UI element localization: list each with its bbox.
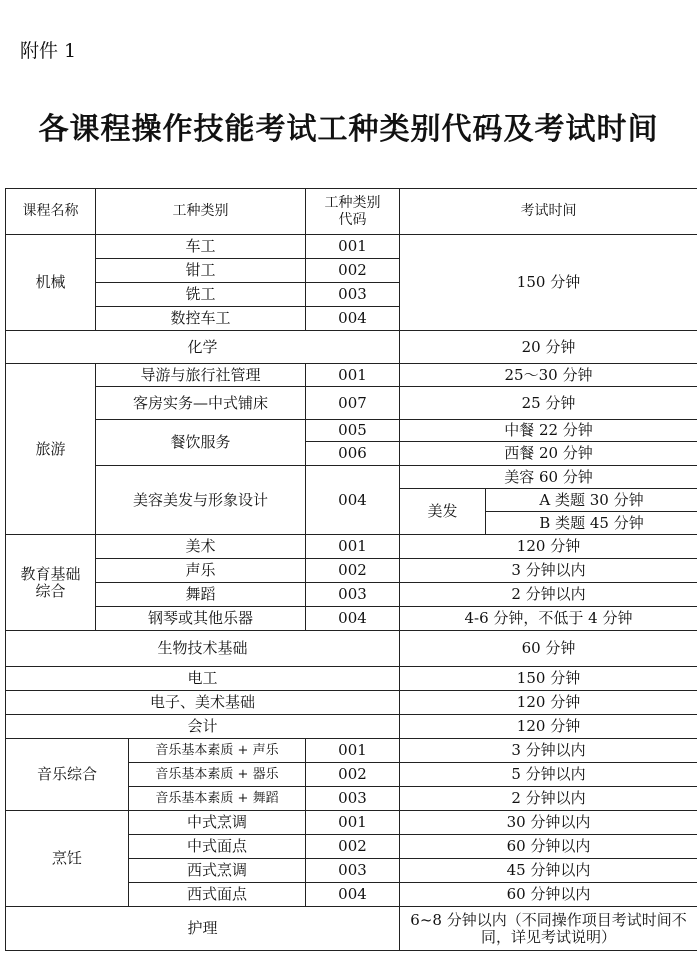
table-row (6, 559, 697, 583)
course-cell: 烹饪 (6, 811, 129, 907)
header-time: 考试时间 (400, 189, 697, 235)
type-cell: 声乐 (96, 559, 306, 583)
table-header-row (6, 189, 697, 235)
header-code: 工种类别代码 (306, 189, 400, 235)
time-cell: 60 分钟 (400, 631, 697, 667)
time-cell: 150 分钟 (400, 667, 697, 691)
time-cell: 45 分钟以内 (400, 859, 697, 883)
time-cell: 2 分钟以内 (400, 583, 697, 607)
code-cell: 004 (306, 883, 400, 907)
code-cell: 003 (306, 583, 400, 607)
type-cell: 舞蹈 (96, 583, 306, 607)
type-cell: 车工 (96, 235, 306, 259)
table-row (6, 420, 697, 442)
table-row (6, 739, 697, 763)
table-row (6, 535, 697, 559)
code-cell: 002 (306, 559, 400, 583)
type-cell: 客房实务—中式铺床 (96, 387, 306, 420)
code-cell: 007 (306, 387, 400, 420)
course-cell: 会计 (6, 715, 400, 739)
code-cell: 006 (306, 442, 400, 466)
time-cell: 60 分钟以内 (400, 835, 697, 859)
course-cell: 电工 (6, 667, 400, 691)
table-row (6, 607, 697, 631)
code-cell: 003 (306, 283, 400, 307)
time-cell: 3 分钟以内 (400, 739, 697, 763)
course-cell: 音乐综合 (6, 739, 129, 811)
type-cell: 音乐基本素质 + 声乐 (129, 739, 306, 763)
table-row (6, 907, 697, 951)
table-row (6, 667, 697, 691)
code-cell: 004 (306, 466, 400, 535)
time-cell: 30 分钟以内 (400, 811, 697, 835)
time-cell: 25 分钟 (400, 387, 697, 420)
time-cell: 4-6 分钟，不低于 4 分钟 (400, 607, 697, 631)
document-title: 各课程操作技能考试工种类别代码及考试时间 (38, 112, 659, 147)
table-row (6, 811, 697, 835)
code-cell: 001 (306, 811, 400, 835)
code-cell: 002 (306, 259, 400, 283)
table-row (6, 583, 697, 607)
table-row (6, 631, 697, 667)
code-cell: 003 (306, 859, 400, 883)
type-cell: 数控车工 (96, 307, 306, 331)
time-cell: 2 分钟以内 (400, 787, 697, 811)
time-cell: 中餐 22 分钟 (400, 420, 697, 442)
time-cell: 美容 60 分钟 (400, 466, 697, 489)
course-cell: 电子、美术基础 (6, 691, 400, 715)
type-cell: 西式面点 (129, 883, 306, 907)
exam-schedule-table (5, 188, 697, 951)
type-cell: 音乐基本素质 + 舞蹈 (129, 787, 306, 811)
table-row (6, 364, 697, 387)
course-cell: 护理 (6, 907, 400, 951)
table-row (6, 466, 697, 489)
time-cell: 25～30 分钟 (400, 364, 697, 387)
time-cell: 6~8 分钟以内（不同操作项目考试时间不同，详见考试说明） (400, 907, 697, 951)
table-row (6, 691, 697, 715)
code-cell: 001 (306, 535, 400, 559)
type-cell: 音乐基本素质 + 器乐 (129, 763, 306, 787)
code-cell: 001 (306, 364, 400, 387)
time-cell: 60 分钟以内 (400, 883, 697, 907)
table-row (6, 331, 697, 364)
course-cell: 化学 (6, 331, 400, 364)
code-cell: 001 (306, 739, 400, 763)
code-cell: 002 (306, 835, 400, 859)
time-cell: 3 分钟以内 (400, 559, 697, 583)
hair-label-cell: 美发 (400, 489, 486, 535)
code-cell: 005 (306, 420, 400, 442)
type-cell: 中式烹调 (129, 811, 306, 835)
type-cell: 导游与旅行社管理 (96, 364, 306, 387)
code-cell: 002 (306, 763, 400, 787)
time-cell: 120 分钟 (400, 691, 697, 715)
course-cell: 生物技术基础 (6, 631, 400, 667)
type-cell: 美容美发与形象设计 (96, 466, 306, 535)
type-cell: 美术 (96, 535, 306, 559)
header-course: 课程名称 (6, 189, 96, 235)
code-cell: 003 (306, 787, 400, 811)
time-cell: 20 分钟 (400, 331, 697, 364)
type-cell: 餐饮服务 (96, 420, 306, 466)
time-cell: 150 分钟 (400, 235, 697, 331)
time-cell: 5 分钟以内 (400, 763, 697, 787)
type-cell: 西式烹调 (129, 859, 306, 883)
attachment-label: 附件 1 (20, 40, 77, 62)
course-cell: 旅游 (6, 364, 96, 535)
time-cell: 西餐 20 分钟 (400, 442, 697, 466)
type-cell: 铣工 (96, 283, 306, 307)
header-type: 工种类别 (96, 189, 306, 235)
code-cell: 004 (306, 307, 400, 331)
course-cell: 教育基础综合 (6, 535, 96, 631)
table-row (6, 715, 697, 739)
table-row (6, 235, 697, 259)
code-cell: 004 (306, 607, 400, 631)
type-cell: 钳工 (96, 259, 306, 283)
time-cell: B 类题 45 分钟 (486, 512, 697, 535)
table-row (6, 387, 697, 420)
time-cell: 120 分钟 (400, 715, 697, 739)
type-cell: 钢琴或其他乐器 (96, 607, 306, 631)
time-cell: 120 分钟 (400, 535, 697, 559)
code-cell: 001 (306, 235, 400, 259)
course-cell: 机械 (6, 235, 96, 331)
type-cell: 中式面点 (129, 835, 306, 859)
time-cell: A 类题 30 分钟 (486, 489, 697, 512)
